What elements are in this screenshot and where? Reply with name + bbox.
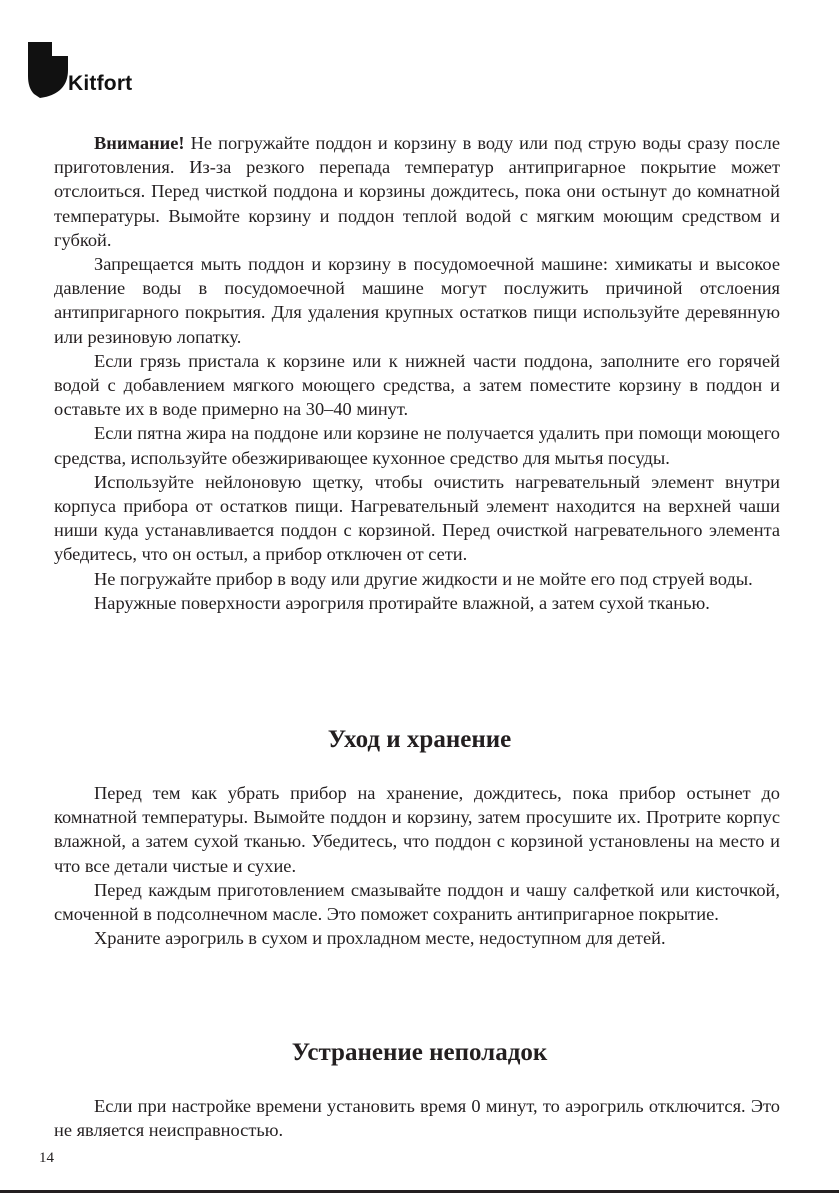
brand-logo — [28, 42, 168, 100]
section-title-care-storage: Уход и хранение — [327, 726, 512, 753]
warning-label: Внимание! — [94, 133, 185, 153]
paragraph: Запрещается мыть поддон и корзину в посудомоечной машине: химикаты и высокое давление воды в посудомоечной машине могут послужить причиной отслоения антипригарного покрытия. Для удаления крупных остатков пищи используйте деревянную или резиновую лопатку. — [54, 254, 780, 347]
paragraph: Если грязь пристала к корзине или к нижней части поддона, заполните его горячей водой с добавлением мягкого моющего средства, а затем поместите корзину в поддон и оставьте их в воде примерно на 30–40 минут. — [54, 350, 780, 420]
paragraph: Если пятна жира на поддоне или корзине не получается удалить при помощи моющего средства, используйте обезжиривающее кухонное средство для мытья посуды. — [54, 423, 780, 468]
care-storage-text — [54, 781, 780, 950]
troubleshooting-text — [54, 1094, 780, 1142]
kitfort-logo-icon — [28, 42, 72, 100]
brand-name: Kitfort — [68, 72, 133, 95]
paragraph: Храните аэрогриль в сухом и прохладном месте, недоступном для детей. — [94, 928, 666, 949]
page-number: 14 — [39, 1150, 54, 1166]
paragraph: Используйте нейлоновую щетку, чтобы очистить нагревательный элемент внутри корпуса прибора от остатков пищи. Нагревательный элемент находится на верхней чаши ниши куда устанавливается поддон с корзиной. Перед очисткой нагревательного элемента убедитесь, что он остыл, а прибор отключен от сети. — [54, 471, 780, 565]
warning-text: Не погружайте поддон и корзину в воду или под струю воды сразу после приготовления. Из-за резкого перепада температур антипригарное покрытие может отслоиться. Перед чисткой поддона и корзины дождитесь, пока они остынут до комнатной температуры. Вымойте корзину и поддон теплой водой с мягким моющим средством и губкой. — [54, 133, 780, 250]
section-title-troubleshooting: Устранение неполадок — [291, 1039, 548, 1066]
paragraph: Не погружайте прибор в воду или другие жидкости и не мойте его под струей воды. — [94, 568, 753, 589]
paragraph: Наружные поверхности аэрогриля протирайте влажной, а затем сухой тканью. — [94, 592, 710, 613]
paragraph: Перед каждым приготовлением смазывайте поддон и чашу салфеткой или кисточкой, смоченной в подсолнечном масле. Это поможет сохранить антипригарное покрытие. — [54, 879, 780, 925]
paragraph: Перед тем как убрать прибор на хранение, дождитесь, пока прибор остынет до комнатной температуры. Вымойте поддон и корзину, затем просушите их. Протрите корпус влажной, а затем сухой тканью. Убедитесь, что поддон с корзиной установлены на место и что все детали чистые и сухие. — [54, 783, 780, 876]
warning-paragraph — [54, 131, 780, 252]
cleaning-instructions — [54, 131, 780, 615]
paragraph: Если при настройке времени установить время 0 минут, то аэрогриль отключится. Это не является неисправностью. — [54, 1096, 780, 1141]
